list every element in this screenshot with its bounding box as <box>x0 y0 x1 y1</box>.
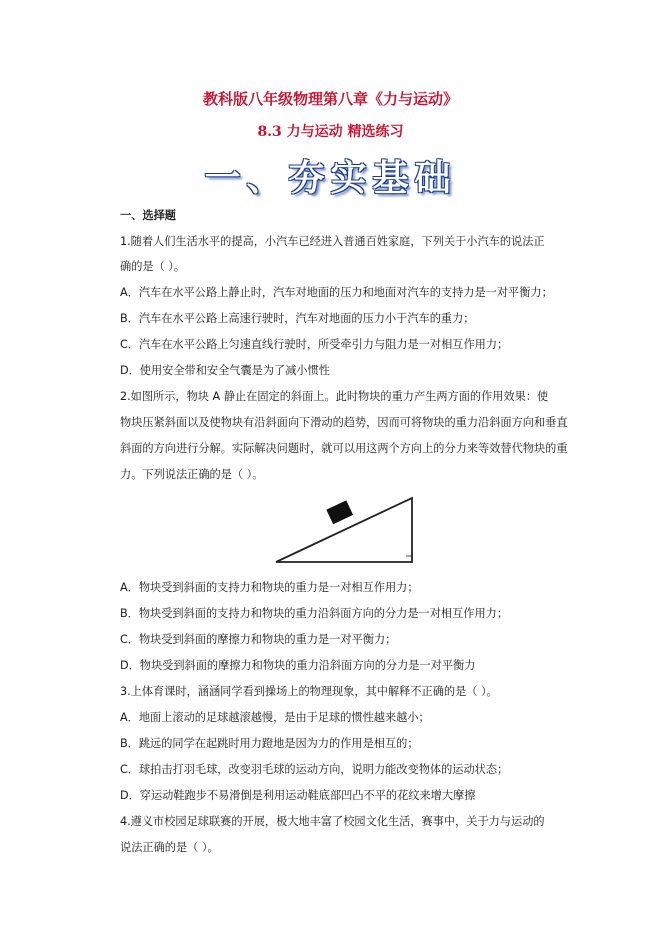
q1-stem-line2: 确的是（ ）。 <box>120 260 186 273</box>
q2-stem-line1: 2.如图所示，物块 A 静止在固定的斜面上。此时物块的重力产生两方面的作用效果：使 <box>120 390 549 403</box>
document-title: 教科版八年级物理第八章《力与运动》 <box>202 90 458 108</box>
q2-option-c: C．物块受到斜面的摩擦力和物块的重力是一对平衡力； <box>120 633 397 646</box>
section-banner: 一、夯实基础 <box>204 158 457 199</box>
q1-option-a: A．汽车在水平公路上静止时，汽车对地面的压力和地面对汽车的支持力是一对平衡力； <box>120 286 553 299</box>
q1-option-b: B．汽车在水平公路上高速行驶时，汽车对地面的压力小于汽车的重力； <box>120 312 475 325</box>
q1-option-d: D．使用安全带和安全气囊是为了减小惯性 <box>120 364 330 377</box>
q4-stem-line2: 说法正确的是（ ）。 <box>120 841 219 854</box>
q4-stem-line1: 4.遵义市校园足球联赛的开展，极大地丰富了校园文化生活，赛事中，关于力与运动的 <box>120 815 545 828</box>
q2-option-b: B．物块受到斜面的支持力和物块的重力沿斜面方向的分力是一对相互作用力； <box>120 607 509 620</box>
section-label: 一、选择题 <box>120 209 176 222</box>
q2-option-d: D．物块受到斜面的摩擦力和物块的重力沿斜面方向的分力是一对平衡力 <box>120 659 476 672</box>
q1-option-c: C．汽车在水平公路上匀速直线行驶时，所受牵引力与阻力是一对相互作用力； <box>120 338 509 351</box>
incline-figure <box>272 494 422 566</box>
q3-option-b: B．跳远的同学在起跳时用力蹬地是因为力的作用是相互的； <box>120 737 419 750</box>
block-a <box>326 500 353 524</box>
q1-stem-line1: 1.随着人们生活水平的提高，小汽车已经进入普通百姓家庭，下列关于小汽车的说法正 <box>120 235 545 248</box>
q3-option-a: A．地面上滚动的足球越滚越慢，是由于足球的惯性越来越小； <box>120 711 430 724</box>
q2-option-a: A．物块受到斜面的支持力和物块的重力是一对相互作用力； <box>120 581 419 594</box>
document-subtitle: 8.3 力与运动 精选练习 <box>257 124 404 140</box>
q3-option-d: D．穿运动鞋跑步不易滑倒是利用运动鞋底部凹凸不平的花纹来增大摩擦 <box>120 789 476 802</box>
q2-stem-line3: 斜面的方向进行分解。实际解决问题时，就可以用这两个方向上的分力来等效替代物块的重 <box>120 442 568 455</box>
q2-stem-line4: 力。下列说法正确的是（ ）。 <box>120 468 264 481</box>
q3-stem-line1: 3.上体育课时，涵涵同学看到操场上的物理现象，其中解释不正确的是（ ）。 <box>120 685 498 698</box>
q2-stem-line2: 物块压紧斜面以及使物块有沿斜面向下滑动的趋势，因而可将物块的重力沿斜面方向和垂直 <box>120 416 568 429</box>
q3-option-c: C．球拍击打羽毛球，改变羽毛球的运动方向，说明力能改变物体的运动状态； <box>120 763 509 776</box>
